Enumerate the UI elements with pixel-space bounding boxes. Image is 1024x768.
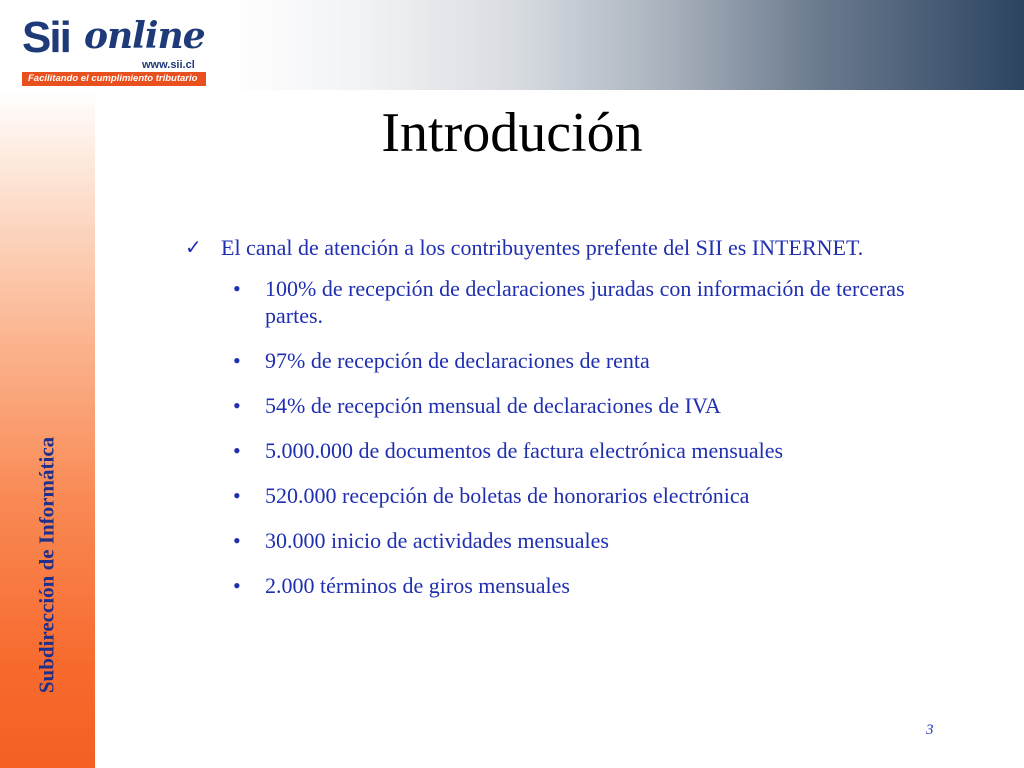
logo-tagline: Facilitando el cumplimiento tributario	[22, 72, 206, 86]
list-item-text: 30.000 inicio de actividades mensuales	[265, 528, 609, 553]
list-item-text: 54% de recepción mensual de declaraciones de IVA	[265, 393, 721, 418]
bullet-dot-icon: •	[233, 573, 241, 598]
list-item-text: 97% de recepción de declaraciones de renta	[265, 348, 650, 373]
main-bullet-text: El canal de atención a los contribuyentes prefente del SII es INTERNET.	[221, 235, 864, 260]
list-item-text: 520.000 recepción de boletas de honorarios electrónica	[265, 483, 750, 508]
list-item-text: 5.000.000 de documentos de factura electrónica mensuales	[265, 438, 784, 463]
bullet-dot-icon: •	[233, 393, 241, 418]
bullet-dot-icon: •	[233, 528, 241, 553]
list-item	[185, 392, 915, 419]
list-item-text: 100% de recepción de declaraciones juradas con información de terceras partes.	[265, 276, 905, 328]
bullet-dot-icon: •	[233, 483, 241, 508]
logo-brand-prefix: Sii	[22, 13, 70, 62]
sidebar-label: Subdirección de Informática	[34, 436, 59, 694]
list-item	[185, 482, 915, 509]
list-item	[185, 437, 915, 464]
sub-bullet-list	[185, 275, 915, 599]
list-item-text: 2.000 términos de giros mensuales	[265, 573, 570, 598]
main-bullet-point	[185, 234, 915, 261]
logo-brand-suffix: online	[84, 15, 205, 57]
bullet-dot-icon: •	[233, 438, 241, 463]
list-item	[185, 275, 915, 329]
checkmark-icon: ✓	[185, 235, 202, 259]
bullet-dot-icon: •	[233, 348, 241, 373]
slide-content	[185, 234, 915, 617]
page-number: 3	[926, 722, 934, 738]
logo-url: www.sii.cl	[142, 59, 195, 71]
list-item	[185, 347, 915, 374]
list-item	[185, 527, 915, 554]
bullet-dot-icon: •	[233, 276, 241, 301]
list-item	[185, 572, 915, 599]
slide-title: Introdución	[381, 102, 643, 164]
sii-online-logo	[22, 14, 212, 88]
